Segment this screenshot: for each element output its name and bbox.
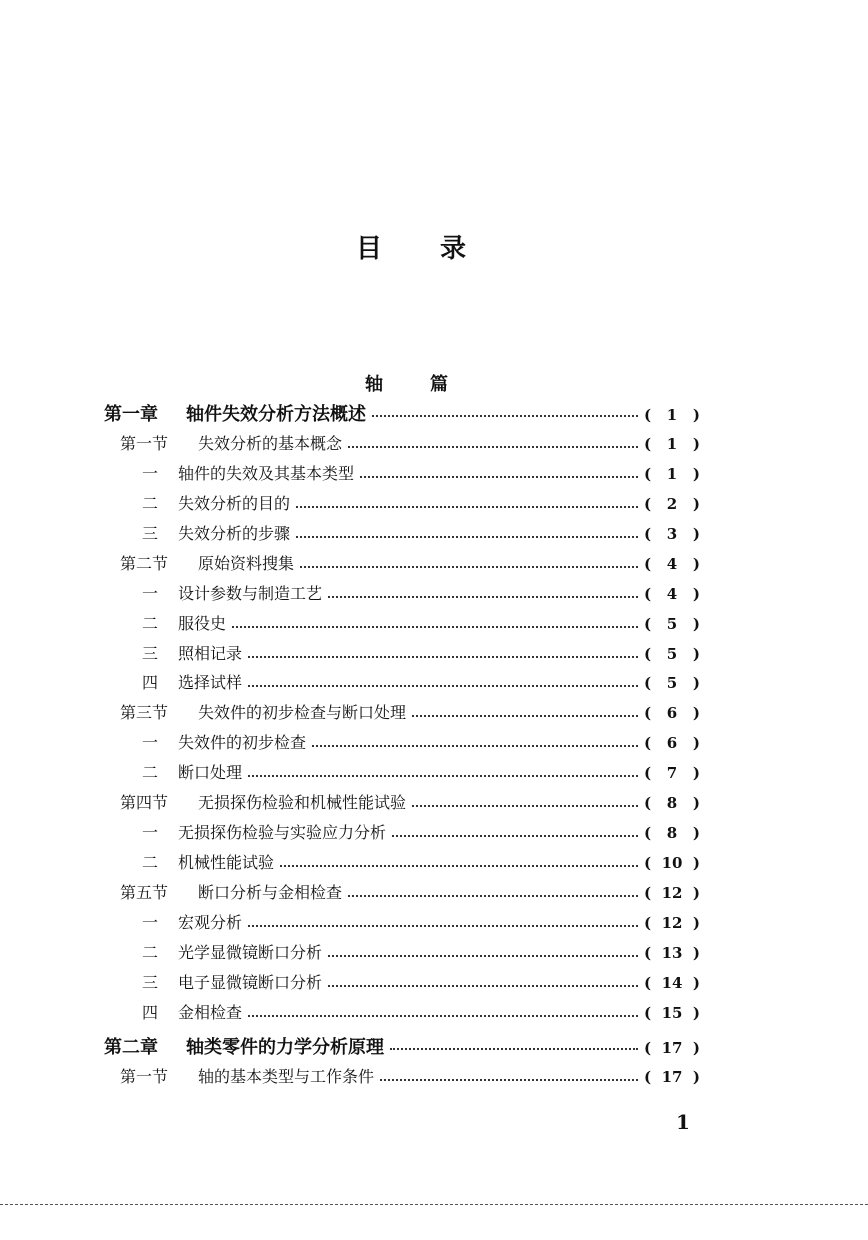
- toc-entry-chapter: [104, 400, 700, 426]
- toc-entry-page: ( 8 ): [644, 794, 700, 812]
- dot-leader: [296, 506, 638, 508]
- toc-entry-title: 服役史: [178, 614, 227, 633]
- dot-leader: [412, 805, 638, 807]
- toc-entry-number: 一: [142, 733, 159, 752]
- toc-entry-page: ( 15 ): [644, 1004, 700, 1022]
- toc-entry-title: 轴件的失效及其基本类型: [178, 464, 355, 483]
- toc-entry-page: ( 6 ): [644, 704, 700, 722]
- toc-entry-title: 金相检查: [178, 1003, 243, 1022]
- toc-entry-number: 一: [142, 464, 159, 483]
- toc-entry-chapter: [104, 1033, 700, 1059]
- toc-entry-number: 第三节: [120, 703, 169, 722]
- toc-entry-number: 三: [142, 524, 159, 543]
- toc-entry-title: 设计参数与制造工艺: [178, 584, 323, 603]
- toc-entry-item: [142, 641, 700, 667]
- dot-leader: [412, 715, 638, 717]
- toc-entry-number: 第二章: [104, 1037, 158, 1058]
- toc-entry-item: [142, 730, 700, 756]
- toc-entry-title: 失效分析的基本概念: [198, 434, 343, 453]
- toc-entry-number: 三: [142, 644, 159, 663]
- toc-entry-title: 断口分析与金相检查: [198, 883, 343, 902]
- toc-entry-item: [142, 760, 700, 786]
- toc-entry-item: [142, 940, 700, 966]
- toc-entry-item: [142, 581, 700, 607]
- part-heading-char-1: 轴: [365, 374, 383, 395]
- toc-entry-number: 二: [142, 494, 159, 513]
- toc-entry-page: ( 4 ): [644, 555, 700, 573]
- toc-entry-title: 无损探伤检验与实验应力分析: [178, 823, 387, 842]
- toc-entry-title: 电子显微镜断口分析: [178, 973, 323, 992]
- dot-leader: [300, 566, 638, 568]
- toc-entry-page: ( 1 ): [644, 435, 700, 453]
- toc-entry-number: 第一节: [120, 1067, 169, 1086]
- title-char-1: 目: [356, 234, 385, 264]
- toc-entry-page: ( 12 ): [644, 914, 700, 932]
- dot-leader: [248, 656, 638, 658]
- dot-leader: [348, 446, 638, 448]
- page-number: 1: [676, 1110, 690, 1134]
- toc-entry-number: 第一节: [120, 434, 169, 453]
- toc-entry-section: [120, 790, 700, 816]
- dot-leader: [232, 626, 638, 628]
- title-char-2: 录: [440, 234, 469, 264]
- toc-entry-page: ( 5 ): [644, 615, 700, 633]
- toc-entry-title: 宏观分析: [178, 913, 243, 932]
- toc-entry-number: 三: [142, 973, 159, 992]
- toc-entry-title: 轴件失效分析方法概述: [186, 404, 366, 425]
- toc-entry-item: [142, 970, 700, 996]
- toc-entry-page: ( 4 ): [644, 585, 700, 603]
- toc-entry-number: 二: [142, 853, 159, 872]
- dot-leader: [328, 596, 638, 598]
- toc-entry-section: [120, 431, 700, 457]
- dot-leader: [380, 1079, 638, 1081]
- dot-leader: [328, 985, 638, 987]
- dot-leader: [296, 536, 638, 538]
- toc-entry-title: 失效分析的目的: [178, 494, 291, 513]
- toc-entry-number: 二: [142, 943, 159, 962]
- toc-entry-title: 照相记录: [178, 644, 243, 663]
- dot-leader: [248, 685, 638, 687]
- toc-entry-item: [142, 521, 700, 547]
- dot-leader: [312, 745, 638, 747]
- toc-entry-page: ( 3 ): [644, 525, 700, 543]
- toc-entry-page: ( 13 ): [644, 944, 700, 962]
- dot-leader: [360, 476, 638, 478]
- dot-leader: [372, 415, 638, 417]
- dot-leader: [328, 955, 638, 957]
- toc-entry-title: 失效件的初步检查: [178, 733, 307, 752]
- toc-entry-number: 第二节: [120, 554, 169, 573]
- toc-entry-page: ( 8 ): [644, 824, 700, 842]
- toc-entry-title: 机械性能试验: [178, 853, 275, 872]
- toc-entry-section: [120, 1064, 700, 1090]
- toc-entry-title: 失效分析的步骤: [178, 524, 291, 543]
- toc-entry-item: [142, 820, 700, 846]
- toc-entry-page: ( 1 ): [644, 406, 700, 424]
- toc-entry-title: 失效件的初步检查与断口处理: [198, 703, 407, 722]
- dot-leader: [248, 1015, 638, 1017]
- toc-entry-number: 四: [142, 1003, 159, 1022]
- toc-entry-section: [120, 700, 700, 726]
- bottom-rule: [0, 1204, 868, 1205]
- toc-entry-item: [142, 1000, 700, 1026]
- toc-entry-item: [142, 611, 700, 637]
- toc-entry-title: 光学显微镜断口分析: [178, 943, 323, 962]
- toc-entry-page: ( 5 ): [644, 674, 700, 692]
- toc-entry-title: 选择试样: [178, 673, 243, 692]
- toc-entry-page: ( 2 ): [644, 495, 700, 513]
- toc-entry-number: 第四节: [120, 793, 169, 812]
- dot-leader: [248, 775, 638, 777]
- toc-entry-number: 第一章: [104, 404, 158, 425]
- dot-leader: [392, 835, 638, 837]
- toc-entry-number: 第五节: [120, 883, 169, 902]
- toc-entry-item: [142, 461, 700, 487]
- toc-entry-section: [120, 551, 700, 577]
- toc-entry-item: [142, 491, 700, 517]
- toc-entry-number: 二: [142, 763, 159, 782]
- toc-entry-page: ( 14 ): [644, 974, 700, 992]
- dot-leader: [348, 895, 638, 897]
- toc-entry-number: 二: [142, 614, 159, 633]
- toc-entry-number: 一: [142, 584, 159, 603]
- toc-entry-number: 一: [142, 913, 159, 932]
- toc-entry-title: 断口处理: [178, 763, 243, 782]
- toc-entry-page: ( 7 ): [644, 764, 700, 782]
- toc-entry-page: ( 10 ): [644, 854, 700, 872]
- toc-entry-title: 无损探伤检验和机械性能试验: [198, 793, 407, 812]
- toc-entry-page: ( 17 ): [644, 1068, 700, 1086]
- part-heading-char-2: 篇: [430, 374, 448, 395]
- toc-entry-item: [142, 670, 700, 696]
- toc-entry-page: ( 5 ): [644, 645, 700, 663]
- dot-leader: [390, 1048, 638, 1050]
- part-heading: [0, 370, 868, 394]
- toc-entry-page: ( 6 ): [644, 734, 700, 752]
- toc-entry-page: ( 1 ): [644, 465, 700, 483]
- toc-entry-number: 四: [142, 673, 159, 692]
- toc-entry-title: 原始资料搜集: [198, 554, 295, 573]
- toc-entry-title: 轴类零件的力学分析原理: [186, 1037, 384, 1058]
- toc-entry-section: [120, 880, 700, 906]
- toc-entry-item: [142, 850, 700, 876]
- toc-entry-title: 轴的基本类型与工作条件: [198, 1067, 375, 1086]
- toc-entry-page: ( 17 ): [644, 1039, 700, 1057]
- toc-entry-page: ( 12 ): [644, 884, 700, 902]
- dot-leader: [280, 865, 638, 867]
- dot-leader: [248, 925, 638, 927]
- toc-entry-number: 一: [142, 823, 159, 842]
- toc-entry-item: [142, 910, 700, 936]
